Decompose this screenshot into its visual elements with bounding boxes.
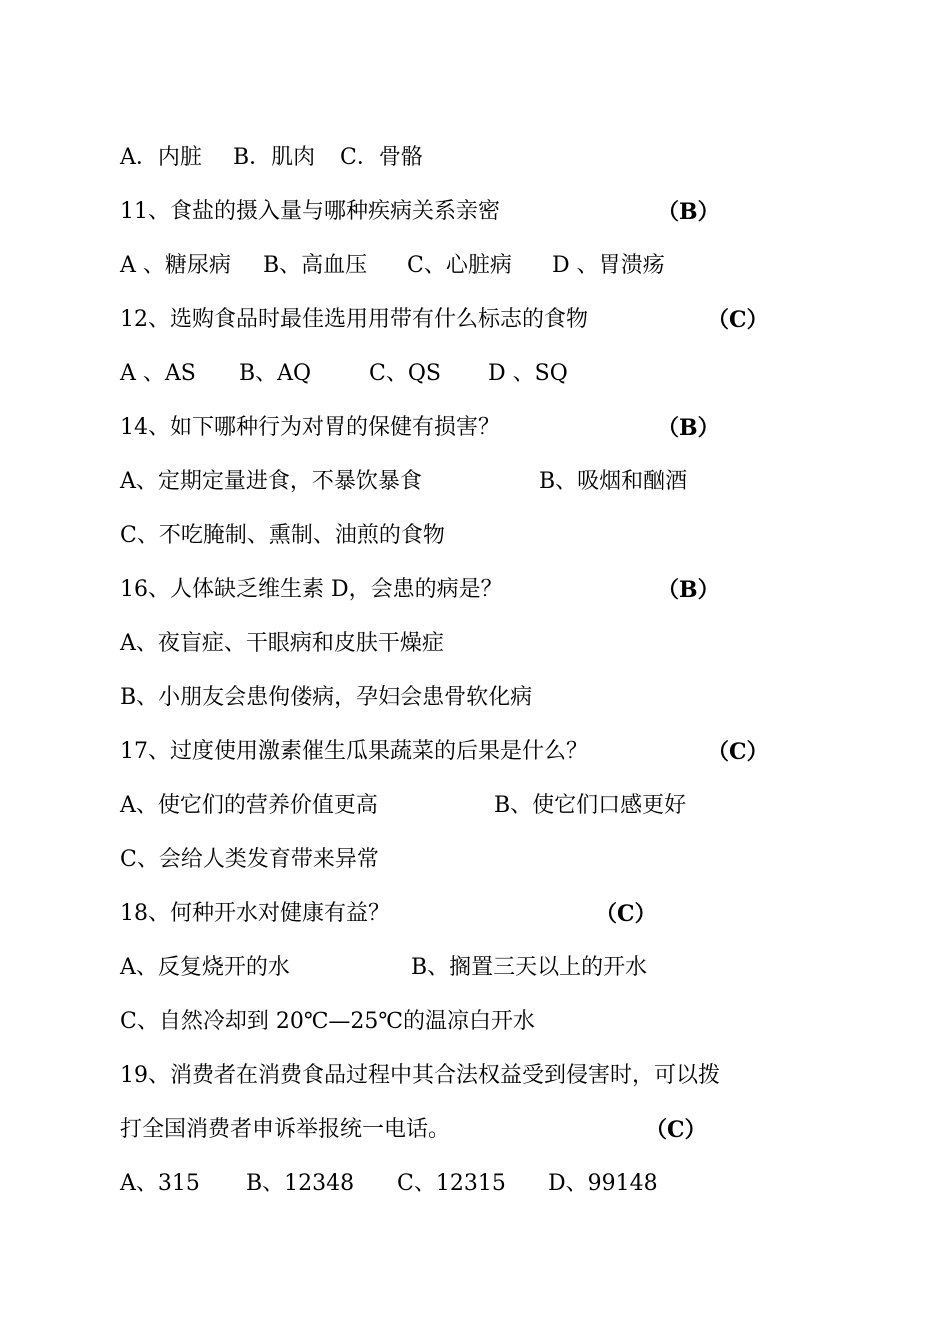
option-b: B．肌肉 (233, 145, 316, 170)
option-c: C．骨骼 (340, 145, 423, 170)
question-text: 18、何种开水对健康有益？ (120, 901, 390, 926)
option-c: C、自然冷却到 20℃—25℃的温凉白开水 (120, 1009, 536, 1034)
question-text: 12、选购食品时最佳选用用带有什么标志的食物 (120, 307, 588, 332)
option-b: B、AQ (239, 361, 312, 386)
option-a: A、反复烧开的水 (120, 955, 290, 980)
question-text: 14、如下哪种行为对胃的保健有损害？ (120, 415, 500, 440)
option-d: D 、胃溃疡 (552, 253, 665, 278)
answer-label: （C） (707, 739, 769, 765)
answer-label: （C） (595, 901, 657, 927)
question-text: 17、过度使用激素催生瓜果蔬菜的后果是什么？ (120, 739, 588, 764)
option-c: C、会给人类发育带来异常 (120, 847, 379, 872)
option-b: B、使它们口感更好 (494, 793, 687, 818)
option-a: A 、AS (120, 361, 196, 386)
answer-label: （B） (657, 199, 720, 225)
option-c: C、不吃腌制、熏制、油煎的食物 (120, 523, 445, 548)
option-b: B、搁置三天以上的开水 (411, 955, 648, 980)
option-a: A、夜盲症、干眼病和皮肤干燥症 (120, 631, 444, 656)
option-c: C、QS (369, 361, 441, 386)
option-d: D 、SQ (488, 361, 568, 386)
option-a: A 、糖尿病 (120, 253, 231, 278)
option-a: A．内脏 (120, 145, 202, 170)
option-a: A、定期定量进食，不暴饮暴食 (120, 469, 422, 494)
option-c: C、12315 (397, 1171, 506, 1196)
option-b: B、吸烟和酗酒 (539, 469, 688, 494)
answer-label: （B） (657, 577, 720, 603)
option-b: B、12348 (246, 1171, 355, 1196)
option-a: A、315 (120, 1171, 200, 1196)
option-a: A、使它们的营养价值更高 (120, 793, 378, 818)
option-b: B、小朋友会患佝偻病，孕妇会患骨软化病 (120, 685, 533, 710)
option-c: C、心脏病 (407, 253, 512, 278)
option-d: D、99148 (548, 1171, 658, 1196)
question-text: 19、消费者在消费食品过程中其合法权益受到侵害时，可以拨 (120, 1063, 720, 1088)
answer-label: （C） (645, 1117, 707, 1143)
question-text: 打全国消费者申诉举报统一电话。 (120, 1117, 451, 1142)
question-text: 11、食盐的摄入量与哪种疾病关系亲密 (120, 199, 500, 224)
answer-label: （C） (707, 307, 769, 333)
option-b: B、高血压 (263, 253, 368, 278)
question-text: 16、人体缺乏维生素 D，会患的病是？ (120, 577, 503, 602)
answer-label: （B） (657, 415, 720, 441)
